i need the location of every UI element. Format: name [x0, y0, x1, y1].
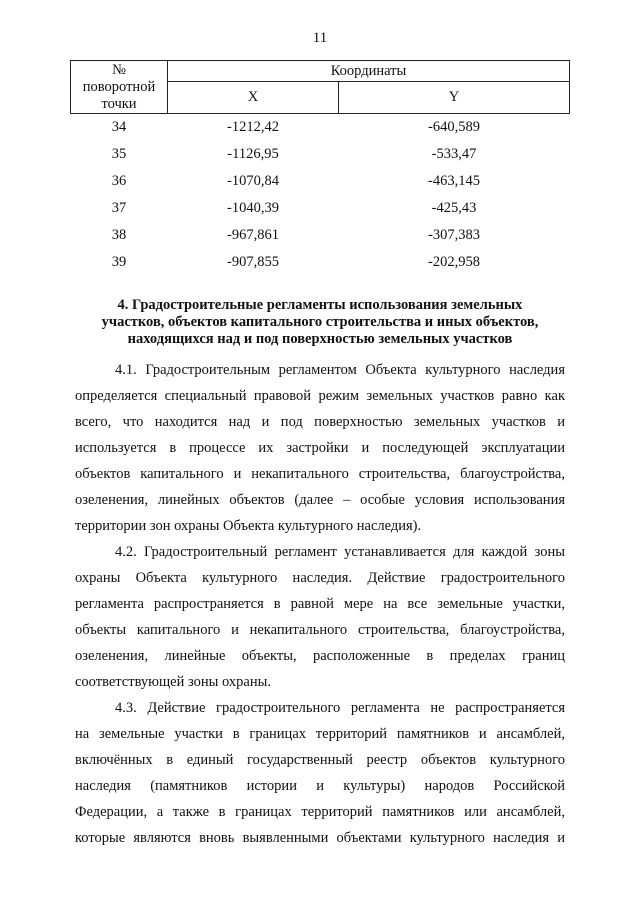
cell-no: 36 [111, 173, 127, 189]
header-y: Y [339, 82, 570, 114]
paragraph-line: всего, что находится над и под поверхностью земельных участков и [75, 414, 565, 430]
cell-no: 38 [111, 227, 127, 243]
table-row [71, 114, 570, 142]
paragraph-line: охраны Объекта культурного наследия. Действие градостроительного [75, 570, 565, 586]
section-heading [75, 297, 565, 348]
paragraph-line: озеленения, линейных объектов (далее – особые условия использования [75, 492, 565, 508]
table-row [71, 141, 570, 168]
paragraph-4-3 [75, 695, 565, 851]
header-point-number-line: поворотной [82, 78, 156, 95]
paragraph-line: 4.1. Градостроительным регламентом Объекта культурного наследия [115, 362, 565, 378]
table-row [71, 168, 570, 195]
cell-y: -425,43 [431, 200, 477, 216]
cell-x: -1126,95 [227, 146, 279, 162]
paragraph-line: озеленения, линейные объекты, расположенные в пределах границ [75, 648, 565, 664]
paragraph-4-1 [75, 357, 565, 539]
header-point-number-line: точки [101, 95, 137, 112]
section-heading-line: 4. Градостроительные регламенты использования земельных [117, 297, 523, 313]
cell-no: 37 [111, 200, 127, 216]
paragraph-line: территории зон охраны Объекта культурного наследия). [75, 518, 422, 534]
cell-no: 34 [111, 119, 127, 135]
paragraph-line: соответствующей зоны охраны. [75, 674, 271, 690]
table-row [71, 222, 570, 249]
header-point-number-line: № [112, 61, 126, 78]
coordinates-table [70, 60, 570, 276]
paragraph-line: 4.3. Действие градостроительного регламента не распространяется [115, 700, 565, 716]
paragraph-line: регламента распространяется в равной мере на все земельные участки, [75, 596, 565, 612]
paragraph-line: наследия (памятников истории и культуры) народов Российской [75, 778, 565, 794]
header-point-number [71, 61, 168, 114]
cell-y: -463,145 [428, 173, 480, 189]
cell-y: -202,958 [428, 254, 480, 270]
page-number: 11 [312, 30, 328, 46]
cell-y: -640,589 [428, 119, 480, 135]
paragraph-line: на земельные участки в границах территорий памятников и ансамблей, [75, 726, 565, 742]
header-coordinates: Координаты [168, 61, 570, 82]
cell-y: -307,383 [428, 227, 480, 243]
paragraph-line: объектов капитального и некапитального строительства, благоустройства, [75, 466, 565, 482]
paragraph-line: 4.2. Градостроительный регламент устанавливается для каждой зоны [115, 544, 565, 560]
paragraph-line: Федерации, а также в границах территорий памятников или ансамблей, [75, 804, 565, 820]
paragraph-line: используется в процессе их застройки и последующей эксплуатации [75, 440, 565, 456]
paragraph-line: объекты капитального и некапитального строительства, благоустройства, [75, 622, 565, 638]
section-heading-line: участков, объектов капитального строительства и иных объектов, [101, 314, 539, 330]
cell-x: -907,855 [227, 254, 279, 270]
cell-no: 39 [111, 254, 127, 270]
cell-x: -1212,42 [227, 119, 279, 135]
paragraph-4-2 [75, 539, 565, 695]
section-heading-line: находящихся над и под поверхностью земельных участков [127, 331, 513, 347]
cell-x: -1070,84 [227, 173, 279, 189]
table-row [71, 195, 570, 222]
table-row [71, 249, 570, 276]
header-x: X [168, 82, 339, 114]
cell-y: -533,47 [431, 146, 477, 162]
paragraph-line: которые являются вновь выявленными объектами культурного наследия и [75, 830, 565, 846]
cell-no: 35 [111, 146, 127, 162]
paragraph-line: включённых в единый государственный реестр объектов культурного [75, 752, 565, 768]
cell-x: -967,861 [227, 227, 279, 243]
cell-x: -1040,39 [227, 200, 279, 216]
paragraph-line: определяется специальный правовой режим земельных участков равно как [75, 388, 565, 404]
